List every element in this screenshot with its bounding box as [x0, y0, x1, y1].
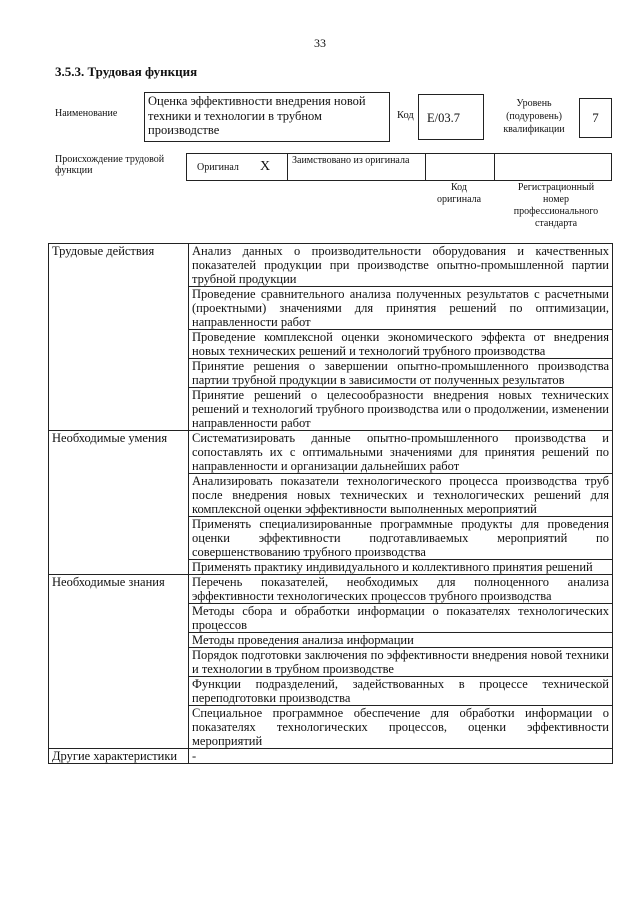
knowledge-item: Методы проведения анализа информации: [189, 633, 613, 648]
origin-label: Происхождение трудовой функции: [55, 154, 165, 176]
function-details-table: [48, 243, 613, 764]
registration-number-caption: [500, 182, 612, 230]
knowledge-label: Необходимые знания: [49, 575, 189, 749]
level-label-line3: квалификации: [503, 124, 565, 135]
original-code-caption-line1: Код: [451, 182, 467, 193]
borrowed-cell: [287, 153, 426, 181]
page-number: 33: [314, 36, 326, 50]
action-item: Проведение комплексной оценки экономического эффекта от внедрения новых технических решений и технологий трубного производства: [189, 330, 613, 359]
borrowed-label: Заимствовано из оригинала: [292, 155, 410, 166]
original-label: Оригинал: [197, 162, 239, 173]
skill-item: Анализировать показатели технологического процесса производства труб после внедрения новых технических и технологических решений для комплексной оценки эффективности выполненных мероприятий: [189, 474, 613, 517]
other-value: -: [189, 749, 613, 764]
code-label: Код: [397, 110, 414, 121]
knowledge-item: Специальное программное обеспечение для обработки информации о показателях технологических процессов, оценки эффективности мероприятий: [189, 706, 613, 749]
registration-number-cell: [494, 153, 612, 181]
reg-caption-line2: номер: [543, 194, 569, 205]
level-value-box: 7: [579, 98, 612, 138]
reg-caption-line4: стандарта: [534, 218, 578, 229]
original-mark: X: [260, 159, 271, 174]
original-code-caption: [426, 182, 492, 206]
skills-label: Необходимые умения: [49, 431, 189, 575]
skill-item: Применять практику индивидуального и коллективного принятия решений: [189, 560, 613, 575]
reg-caption-line1: Регистрационный: [517, 182, 595, 193]
actions-label: Трудовые действия: [49, 244, 189, 431]
section-title: 3.5.3. Трудовая функция: [55, 64, 198, 79]
original-code-cell: [425, 153, 495, 181]
action-item: Принятие решений о целесообразности внедрения новых технических решений и технологий трубного производства или о продолжении, изменении направленности работ: [189, 388, 613, 431]
function-name-box: Оценка эффективности внедрения новой техники и технологии в трубном производстве: [144, 92, 390, 142]
reg-caption-line3: профессионального: [513, 206, 599, 217]
function-code-box: E/03.7: [418, 94, 484, 140]
origin-row: [186, 153, 612, 181]
action-item: Принятие решения о завершении опытно-промышленного производства партии трубной продукции в зависимости от полученных результатов: [189, 359, 613, 388]
table-row: [49, 749, 613, 764]
action-item: Анализ данных о производительности оборудования и качественных показателей продукции при производстве опытно-промышленной партии трубной продукции: [189, 244, 613, 287]
skill-item: Применять специализированные программные продукты для проведения оценки эффективности подготавливаемых мероприятий по совершенствованию трубного производства: [189, 517, 613, 560]
table-row: [49, 244, 613, 287]
knowledge-item: Методы сбора и обработки информации о показателях технологических процессов: [189, 604, 613, 633]
knowledge-item: Порядок подготовки заключения по эффективности внедрения новой техники и технологии в трубном производстве: [189, 648, 613, 677]
skill-item: Систематизировать данные опытно-промышленного производства и сопоставлять их с оптимальными значениями для принятия решений по направленности и организации дальнейших работ: [189, 431, 613, 474]
action-item: Проведение сравнительного анализа полученных результатов с расчетными (проектными) значениями для принятия решений по оптимизации, направленности работ: [189, 287, 613, 330]
original-code-caption-line2: оригинала: [436, 194, 482, 205]
level-label: [494, 97, 574, 136]
knowledge-item: Перечень показателей, необходимых для полноценного анализа эффективности технологических процессов трубного производства: [189, 575, 613, 604]
original-cell: [186, 153, 288, 181]
other-label: Другие характеристики: [49, 749, 189, 764]
table-row: [49, 431, 613, 474]
table-row: [49, 575, 613, 604]
level-label-line2: (подуровень): [506, 111, 562, 122]
name-label: Наименование: [55, 108, 118, 119]
knowledge-item: Функции подразделений, задействованных в процессе технической переподготовки производства: [189, 677, 613, 706]
level-label-line1: Уровень: [516, 98, 552, 109]
